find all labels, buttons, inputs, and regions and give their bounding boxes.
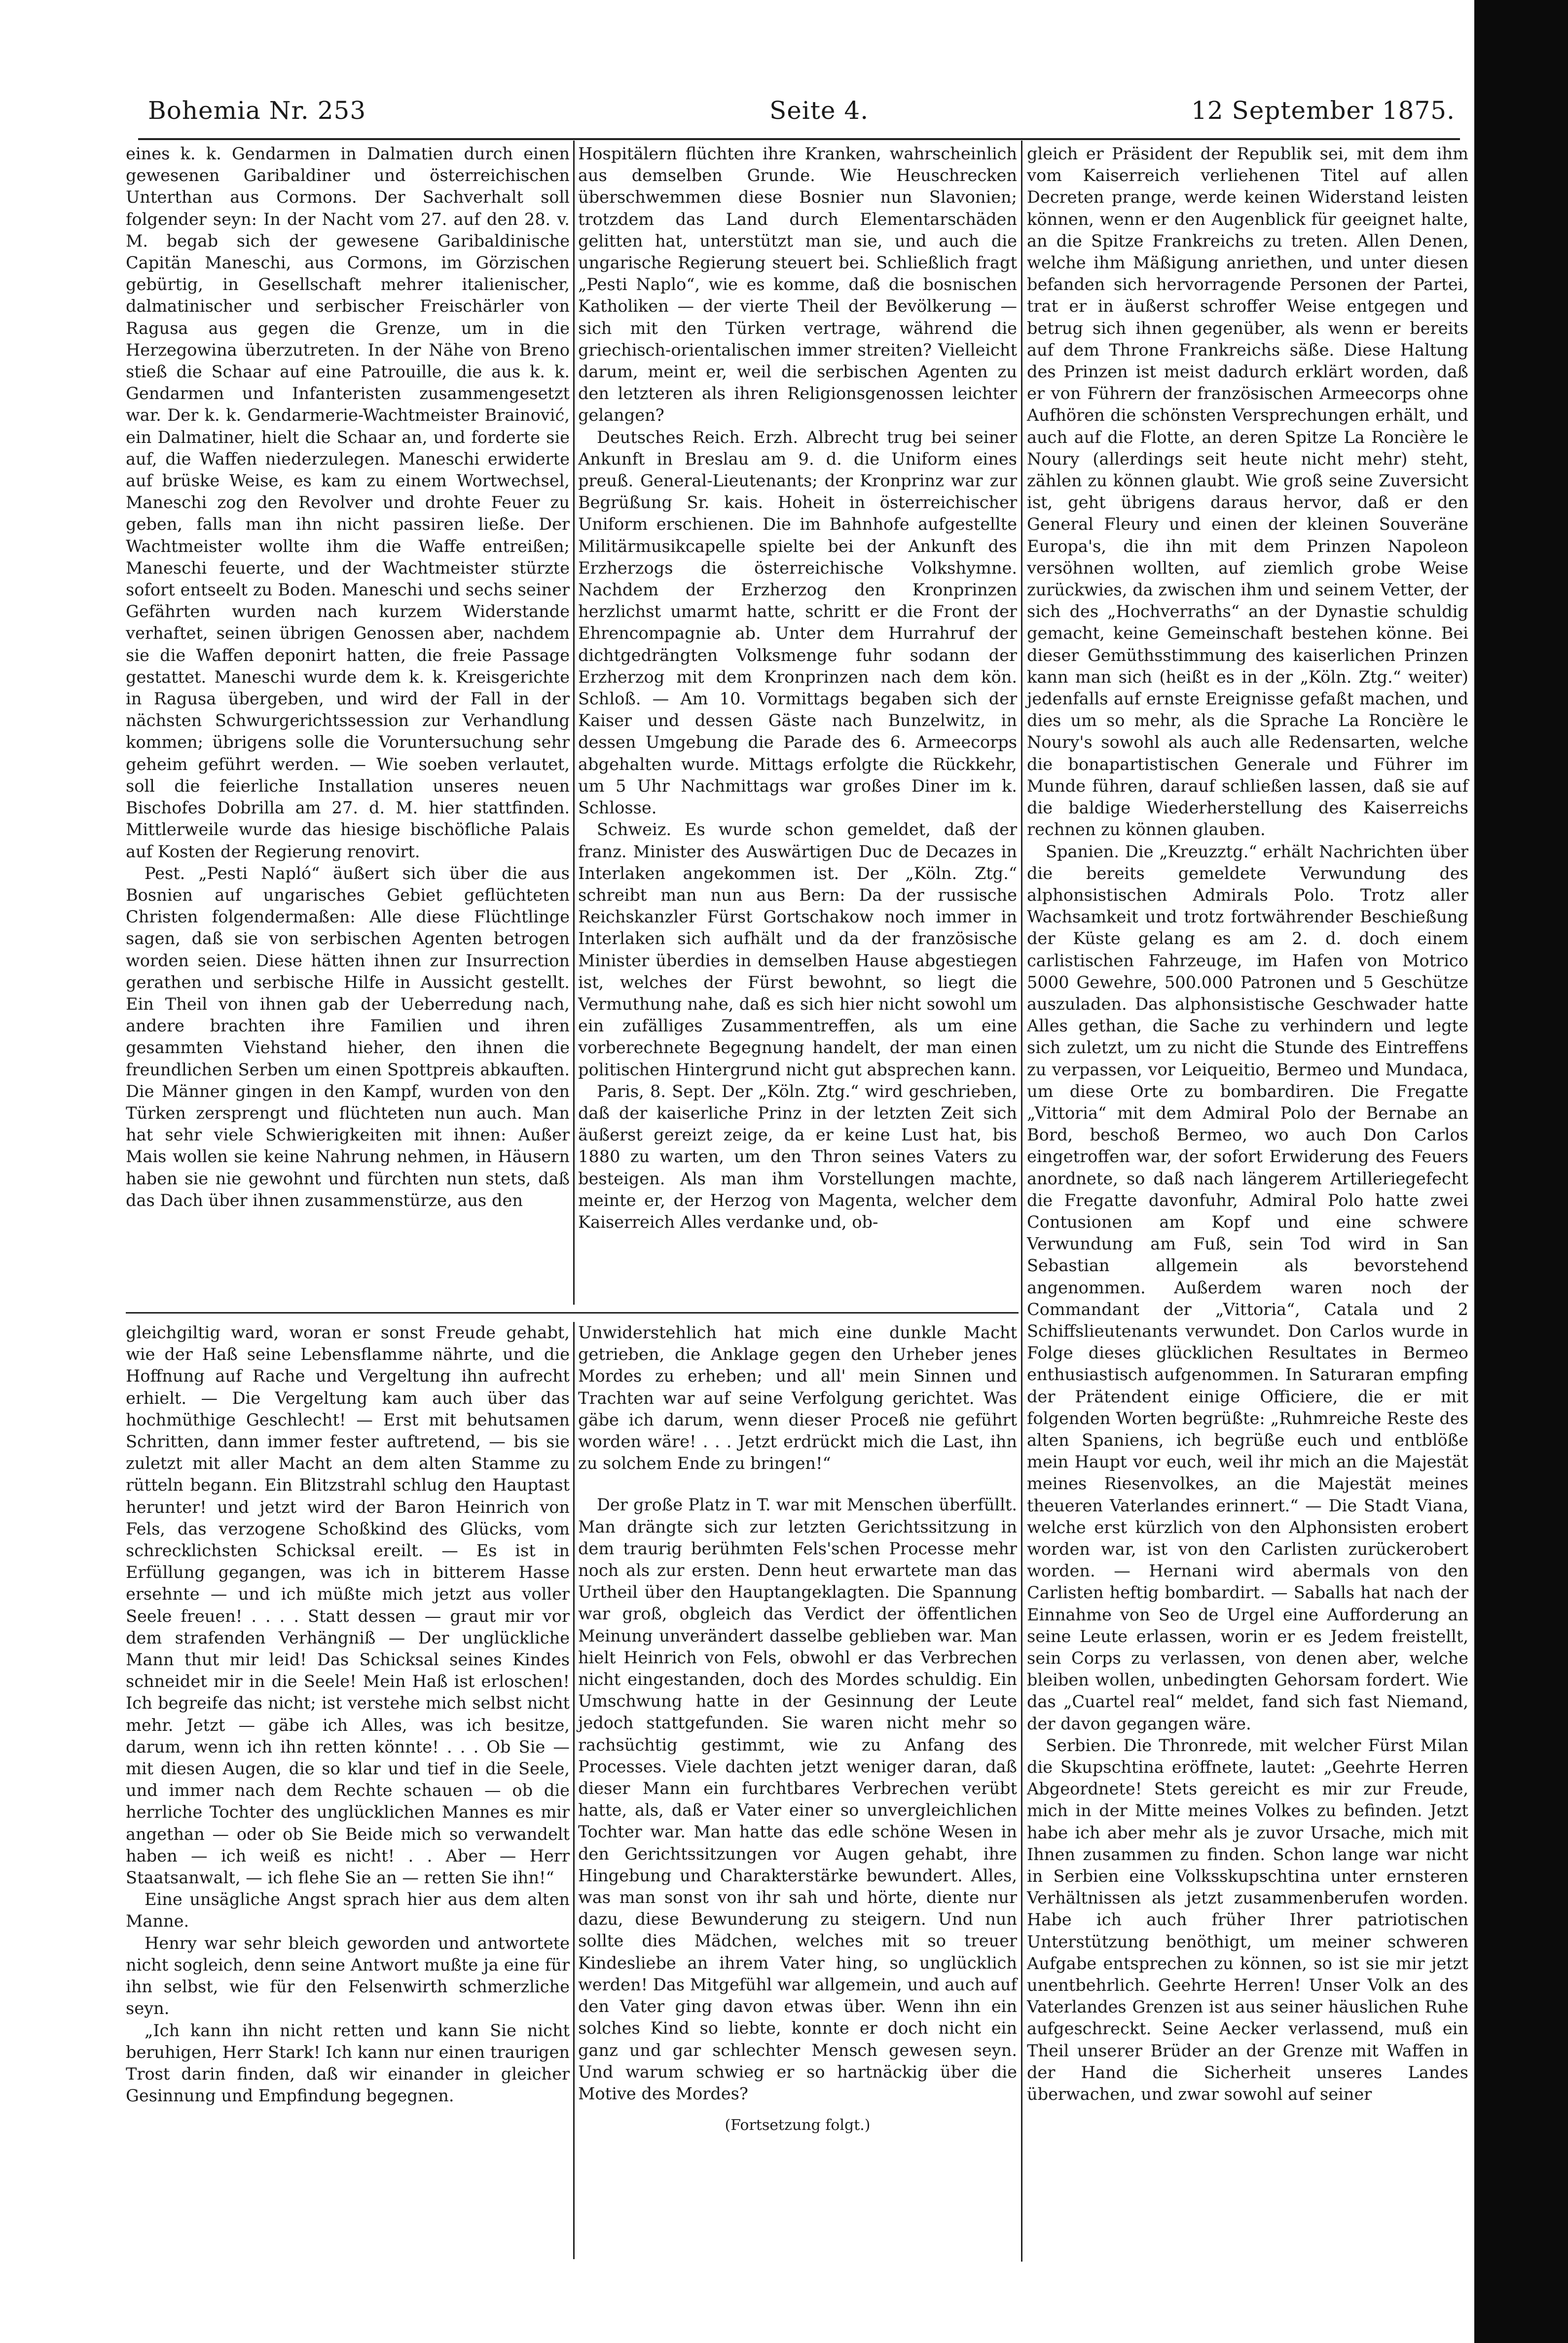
column-divider: [573, 1322, 575, 2259]
feuilleton-paragraph: Eine unsägliche Angst sprach hier aus dem alten Manne.: [126, 1890, 570, 1931]
news-paragraph: Hospitälern flüchten ihre Kranken, wahrscheinlich aus demselben Grunde. Wie Heuschrecken überschwemmen diese Bosnier nun Slavonien; trotzdem das Land durch Elementarschäden gelitten hat, unterstützt man sie, und auch die ungarische Regierung steuert bei. Schließlich fragt „Pesti Naplo“, wie es komme, daß die bosnischen Katholiken — der vierte Theil der Bevölkerung — sich mit den Türken vertrage, während die griechisch-orientalischen immer streiten? Vielleicht darum, meint er, weil die serbischen Agenten zu den letzteren als ihren Religionsgenossen leichter gelangen?: [578, 144, 1017, 425]
feuilleton-paragraph: Unwiderstehlich hat mich eine dunkle Macht getrieben, die Anklage gegen den Urheber jenes Mordes zu erheben; und all' mein Sinnen und Trachten war auf seine Verfolgung gerichtet. Was gäbe ich darum, wenn dieser Proceß nie geführt worden wäre! . . . Jetzt erdrückt mich die Last, ihn zu solchem Ende zu bringen!“: [578, 1323, 1017, 1473]
news-paragraph: Pest. „Pesti Napló“ äußert sich über die aus Bosnien auf ungarisches Gebiet geflüchteten Christen folgendermaßen: Alle diese Flüchtlinge sagen, daß sie von serbischen Agenten betrogen worden seien. Diese hätten ihnen zur Insurrection gerathen und serbische Hilfe in Aussicht gestellt. Ein Theil von ihnen gab der Ueberredung nach, andere brachten ihre Familien und ihren gesammten Viehstand hieher, den ihnen die freundlichen Serben um einen Spottpreis abkauften. Die Männer gingen in den Kampf, wurden von den Türken zersprengt und flüchteten nun auch. Man hat sehr viele Schwierigkeiten mit ihnen: Außer Mais wollen sie keine Nahrung nehmen, in Häusern haben sie nie gewohnt und fürchten nun stets, daß das Dach über ihnen zusammenstürze, aus den: [126, 863, 570, 1210]
news-paragraph: gleich er Präsident der Republik sei, mit dem ihm vom Kaiserreich verliehenen Titel auf allen Decreten prange, werde keinen Widerstand leisten können, wenn er den Augenblick für geeignet halte, an die Spitze Frankreichs zu treten. Allen Denen, welche ihm Mäßigung anriethen, und unter diesen befanden sich hervorragende Personen der Partei, trat er in äußerst schroffer Weise entgegen und betrug sich ihnen gegenüber, als wenn er bereits auf dem Throne Frankreichs säße. Diese Haltung des Prinzen ist meist dadurch erklärt worden, daß er von Führern der französischen Armeecorps ohne Aufhören die schönsten Versprechungen erhält, und auch auf die Flotte, an deren Spitze La Roncière le Noury (allerdings seit heute nicht mehr) steht, zählen zu können glaubt. Wie groß seine Zuversicht ist, geht übrigens daraus hervor, daß er den General Fleury und einen der kleinen Souveräne Europa's, die ihn mit dem Prinzen Napoleon versöhnen wollten, auf ziemlich grobe Weise zurückwies, da zwischen ihm und seinem Vetter, der sich des „Hochverraths“ an der Dynastie schuldig gemacht, keine Gemeinschaft bestehen könne. Bei dieser Gemüthsstimmung des kaiserlichen Prinzen kann man sich (heißt es in der „Köln. Ztg.“ weiter) jedenfalls auf ernste Ereignisse gefaßt machen, und dies um so mehr, als die Sprache La Roncière le Noury's sowohl als auch alle Redensarten, welche die bonapartistischen Generale und Führer im Munde führen, darauf schließen lassen, daß sie auf die baldige Wiederherstellung des Kaiserreichs rechnen zu können glauben.: [1027, 144, 1468, 840]
news-paragraph: Paris, 8. Sept. Der „Köln. Ztg.“ wird geschrieben, daß der kaiserliche Prinz in der letzten Zeit sich äußerst gereizt zeige, da er keine Lust hat, bis 1880 zu warten, um den Thron seines Vaters zu besteigen. Als man ihm Vorstellungen machte, meinte er, der Herzog von Magenta, welcher dem Kaiserreich Alles verdanke und, ob-: [578, 1081, 1017, 1232]
feuilleton-column-1: [126, 1322, 570, 2107]
news-paragraph: Deutsches Reich. Erzh. Albrecht trug bei seiner Ankunft in Breslau am 9. d. die Uniform eines preuß. General-Lieutenants; der Kronprinz war zur Begrüßung Sr. kais. Hoheit in österreichischer Uniform erschienen. Die im Bahnhofe aufgestellte Militärmusikcapelle spielte bei der Ankunft des Erzherzogs die österreichische Volkshymne. Nachdem der Erzherzog den Kronprinzen herzlichst umarmt hatte, schritt er die Front der Ehrencompagnie ab. Unter dem Hurrahruf der dichtgedrängten Volksmenge fuhr sodann der Erzherzog mit dem Kronprinzen nach dem kön. Schloß. — Am 10. Vormittags begaben sich der Kaiser und dessen Gäste nach Bunzelwitz, in dessen Umgebung die Parade des 6. Armeecorps abgehalten wurde. Mittags erfolgte die Rückkehr, um 5 Uhr Nachmittags war großes Diner im k. Schlosse.: [578, 427, 1017, 818]
header-rule: [138, 138, 1460, 140]
page-header: [148, 96, 1455, 136]
scan-dark-edge: [1474, 0, 1568, 2343]
feuilleton-paragraph: Der große Platz in T. war mit Menschen überfüllt. Man drängte sich zur letzten Gerichtssitzung in dem traurig berühmten Fels'schen Processe mehr noch als zur ersten. Denn heut erwartete man das Urtheil über den Hauptangeklagten. Die Spannung war groß, obgleich das Verdict der öffentlichen Meinung unverändert dasselbe geblieben war. Man hielt Heinrich von Fels, obwohl er das Verbrechen nicht eingestanden, doch des Mordes schuldig. Ein Umschwung hatte in der Gesinnung der Leute jedoch stattgefunden. Sie waren nicht mehr so rachsüchtig gestimmt, wie zu Anfang des Processes. Viele dachten jetzt weniger daran, daß dieser Mann ein furchtbares Verbrechen verübt hatte, als, daß er Vater einer so unvergleichlichen Tochter war. Man hatte das edle schöne Wesen in den Gerichtssitzungen vor Augen gehabt, ihre Hingebung und Charakterstärke bewundert. Alles, was man sonst von ihr sah und hörte, diente nur dazu, diese Bewunderung zu steigern. Und nun sollte dies Mädchen, welches mit so treuer Kindesliebe an ihrem Vater hing, so unglücklich werden! Das Mitgefühl war allgemein, und auch auf den Vater ging davon etwas über. Wenn ihn ein solches Kind so liebte, konnte er doch nicht ein ganz und gar schlechter Mensch gewesen seyn. Und warum schwieg er so hartnäckig über die Motive des Mordes?: [578, 1495, 1017, 2103]
continued-note: (Fortsetzung folgt.): [725, 2117, 871, 2134]
feuilleton-column-2: [578, 1322, 1017, 2136]
news-column-1: [126, 143, 570, 1211]
header-page-number: Seite 4.: [769, 96, 869, 125]
news-paragraph: Serbien. Die Thronrede, mit welcher Fürst Milan die Skupschtina eröffnete, lautet: „Geehrte Herren Abgeordnete! Stets gereicht es mir zur Freude, mich in der Mitte meines Volkes zu befinden. Jetzt habe ich aber mehr als je zuvor Ursache, mich mit Ihnen zusammen zu finden. Schon lange war nicht in Serbien eine Volksskupschtina unter ernsteren Verhältnissen als jetzt zusammenberufen worden. Habe ich auch früher Ihrer patriotischen Unterstützung benöthigt, um meiner schweren Aufgabe entsprechen zu können, so ist sie mir jetzt unentbehrlich. Geehrte Herren! Unser Volk an des Vaterlandes Grenzen ist aus seiner häuslichen Ruhe aufgeschreckt. Seine Aecker verlassend, muß ein Theil unserer Brüder an der Grenze mit Waffen in der Hand die Sicherheit unseres Landes überwachen, und zwar sowohl auf seiner: [1027, 1735, 1468, 2104]
news-column-2: [578, 143, 1017, 1233]
news-paragraph: eines k. k. Gendarmen in Dalmatien durch einen gewesenen Garibaldiner und österreichischen Unterthan aus Cormons. Der Sachverhalt soll folgender seyn: In der Nacht vom 27. auf den 28. v. M. begab sich der gewesene Garibaldinische Capitän Maneschi, aus Cormons, im Görzischen gebürtig, in Gesellschaft mehrer italienischer, dalmatinischer und serbischer Freischärler von Ragusa aus gegen die Grenze, um in die Herzegowina überzutreten. In der Nähe von Breno stieß die Schaar auf eine Patrouille, die aus k. k. Gendarmen und Infanteristen zusammengesetzt war. Der k. k. Gendarmerie-Wachtmeister Brainović, ein Dalmatiner, hielt die Schaar an, und forderte sie auf, die Waffen niederzulegen. Maneschi erwiderte auf brüske Weise, es kam zu einem Wortwechsel, Maneschi zog den Revolver und drohte Feuer zu geben, falls man ihn nicht passiren ließe. Der Wachtmeister wollte ihm die Waffe entreißen; Maneschi feuerte, und der Wachtmeister stürzte sofort entseelt zu Boden. Maneschi und sechs seiner Gefährten wurden nach kurzem Widerstande verhaftet, seinen übrigen Genossen aber, nachdem sie die Waffen deponirt hatten, die freie Passage gestattet. Maneschi wurde dem k. k. Kreisgerichte in Ragusa übergeben, und wird der Fall in der nächsten Schwurgerichtssession zur Verhandlung kommen; übrigens solle die Voruntersuchung sehr geheim geführt werden. — Wie soeben verlautet, soll die feierliche Installation unseres neuen Bischofes Dobrilla am 27. d. M. hier stattfinden. Mittlerweile wurde das hiesige bischöfliche Palais auf Kosten der Regierung renovirt.: [126, 144, 570, 861]
column-divider: [573, 141, 575, 1305]
header-date: 12 September 1875.: [1191, 96, 1455, 125]
news-paragraph: Spanien. Die „Kreuzztg.“ erhält Nachrichten über die bereits gemeldete Verwundung des alphonsistischen Admirals Polo. Trotz aller Wachsamkeit und trotz fortwährender Beschießung der Küste gelang es am 2. d. doch einem carlistischen Fahrzeuge, im Hafen von Motrico 5000 Gewehre, 500.000 Patronen und 5 Geschütze auszuladen. Das alphonsistische Geschwader hatte Alles gethan, die Sache zu verhindern und legte sich zuletzt, um zu nicht die Stunde des Eintreffens zu verpassen, vor Leiqueitio, Bermeo und Mundaca, um diese Orte zu bombardiren. Die Fregatte „Vittoria“ mit dem Admiral Polo der Bernabe an Bord, beschoß Bermeo, wo auch Don Carlos eingetroffen war, der sofort Erwiderung des Feuers anordnete, so daß nach längerem Artilleriegefecht die Fregatte davonfuhr, Admiral Polo hatte zwei Contusionen am Kopf und eine schwere Verwundung am Fuß, sein Tod wird in San Sebastian allgemein als bevorstehend angenommen. Außerdem waren noch der Commandant der „Vittoria“, Catala und 2 Schiffslieutenants verwundet. Don Carlos wurde in Folge dieses glücklichen Resultates in Bermeo enthusiastisch aufgenommen. In Saturaran empfing der Prätendent einige Officiere, die er mit folgenden Worten begrüßte: „Ruhmreiche Reste des alten Spaniens, ich begrüße euch und entblöße mein Haupt vor euch, weil ihr mich an die Majestät meines Riesenvolkes, an die Majestät meines theueren Vaterlandes erinnert.“ — Die Stadt Viana, welche erst kürzlich von den Alphonsisten erobert worden war, ist von den Carlisten zurückerobert worden. — Hernani wird abermals von den Carlisten heftig bombardirt. — Saballs hat nach der Einnahme von Seo de Urgel eine Aufforderung an seine Leute erlassen, worin er es Jedem freistellt, sein Corps zu verlassen, von denen aber, welche bleiben wollen, unbedingten Gehorsam fordert. Wie das „Cuartel real“ meldet, fand sich fast Niemand, der davon gegangen wäre.: [1027, 842, 1468, 1733]
feuilleton-paragraph: gleichgiltig ward, woran er sonst Freude gehabt, wie der Haß seine Lebensflamme nährte, und die Hoffnung auf Rache und Vergeltung ihn aufrecht erhielt. — Die Vergeltung kam auch über das hochmüthige Geschlecht! — Erst mit behutsamen Schritten, dann immer fester auftretend, — bis sie zuletzt mit aller Macht an dem alten Stamme zu rütteln begann. Ein Blitzstrahl schlug den Hauptast herunter! und jetzt wird der Baron Heinrich von Fels, das verzogene Schoßkind des Glücks, vom schrecklichsten Schicksal ereilt. — Es ist in Erfüllung gegangen, was ich in bitterem Hasse ersehnte — und ich müßte mich jetzt aus voller Seele freuen! . . . . Statt dessen — graut mir vor dem strafenden Verhängniß — Der unglückliche Mann thut mir leid! Das Schicksal seines Kindes schneidet mir in die Seele! Mein Haß ist erloschen! Ich begreife das nicht; ist verstehe mich selbst nicht mehr. Jetzt — gäbe ich Alles, was ich besitze, darum, wenn ich ihn retten könnte! . . . Ob Sie — mit diesen Augen, die so klar und tief in die Seele, und immer nach dem Rechte schauen — ob die herrliche Tochter des unglücklichen Mannes es mir angethan — oder ob Sie Beide mich so verwandelt haben — ich weiß es nicht! . . Aber — Herr Staatsanwalt, — ich flehe Sie an — retten Sie ihn!“: [126, 1323, 570, 1888]
feuilleton-paragraph: Henry war sehr bleich geworden und antwortete nicht sogleich, denn seine Antwort mußte ja eine für ihn selbst, wie für den Felsenwirth schmerzliche seyn.: [126, 1933, 570, 2018]
header-issue: Bohemia Nr. 253: [148, 96, 366, 125]
feuilleton-rule: [126, 1312, 1019, 1314]
news-paragraph: Schweiz. Es wurde schon gemeldet, daß der franz. Minister des Auswärtigen Duc de Decazes in Interlaken angekommen ist. Der „Köln. Ztg.“ schreibt man nun aus Bern: Da der russische Reichskanzler Fürst Gortschakow noch immer in Interlaken sich aufhält und da der französische Minister überdies in demselben Hause abgestiegen ist, welches der Fürst bewohnt, so liegt die Vermuthung nahe, daß es sich hier nicht sowohl um ein zufälliges Zusammentreffen, als um eine vorberechnete Begegnung handelt, der man einen politischen Hintergrund nicht gut absprechen kann.: [578, 820, 1017, 1079]
feuilleton-paragraph: „Ich kann ihn nicht retten und kann Sie nicht beruhigen, Herr Stark! Ich kann nur einen traurigen Trost darin finden, daß wir einander in gleicher Gesinnung und Empfindung begegnen.: [126, 2020, 570, 2106]
news-column-3: [1027, 143, 1468, 2105]
column-divider: [1021, 141, 1022, 2262]
